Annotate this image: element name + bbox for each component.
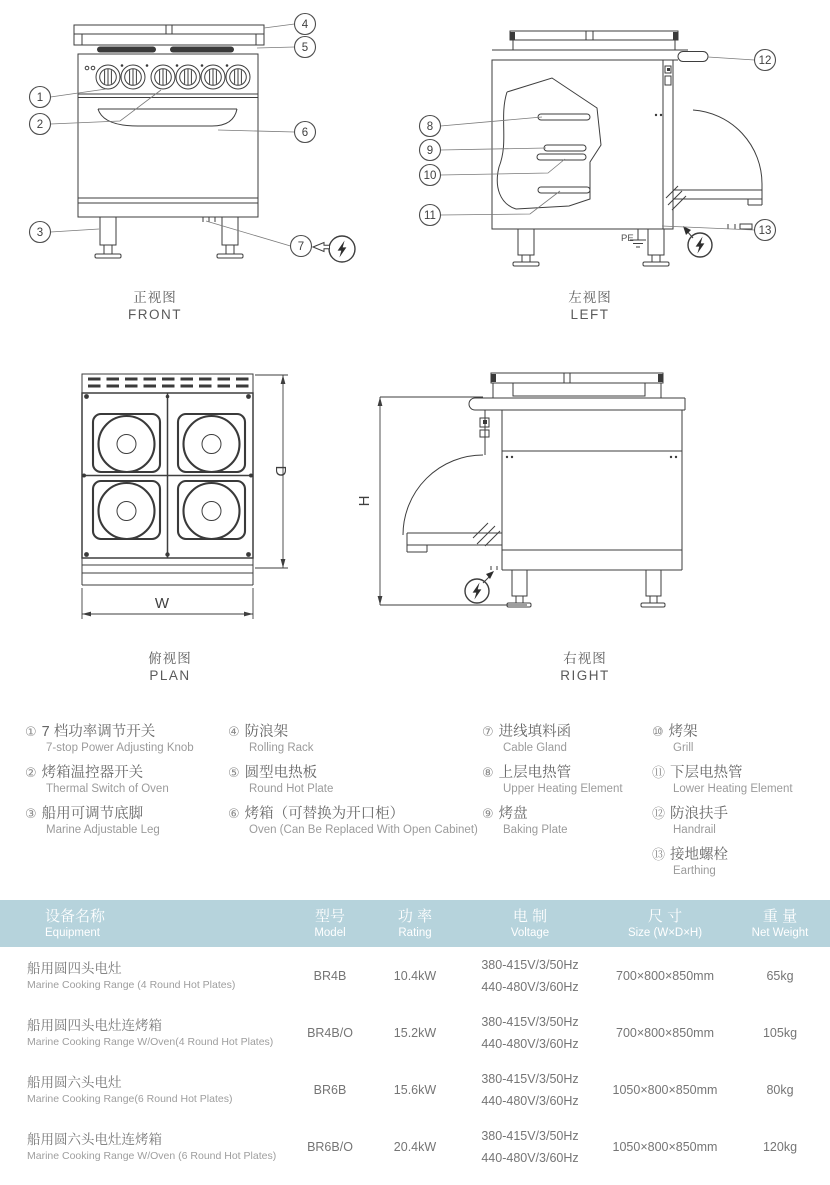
callout-1 bbox=[30, 87, 51, 108]
callout-8 bbox=[420, 116, 441, 137]
cell-size: 700×800×850mm bbox=[616, 1025, 714, 1040]
legend-zh: 烤箱温控器开关 bbox=[41, 765, 144, 781]
legend-zh: 接地螺栓 bbox=[670, 847, 729, 863]
legend-num: ⑥ bbox=[228, 806, 240, 821]
legend-item-3 bbox=[25, 802, 194, 836]
legend-num: ⑤ bbox=[228, 765, 240, 780]
legend-zh: 进线填料函 bbox=[498, 724, 572, 740]
legend-zh: 烤架 bbox=[668, 724, 698, 740]
legend-item-9 bbox=[482, 802, 623, 836]
power-inlet-icon bbox=[313, 236, 355, 262]
legend-zh: 下层电热管 bbox=[670, 765, 743, 781]
left-view-drawing bbox=[410, 2, 830, 272]
header-model-zh: 型号 bbox=[314, 907, 345, 925]
oven-cutaway bbox=[497, 78, 601, 209]
svg-text:D: D bbox=[272, 465, 289, 477]
left-view-label-en: LEFT bbox=[570, 307, 610, 322]
legend-num: ③ bbox=[25, 806, 37, 821]
legend-column-3 bbox=[482, 720, 623, 843]
right-view-label bbox=[510, 650, 660, 684]
height-dimension bbox=[356, 397, 527, 605]
cable-gland-marks bbox=[203, 217, 215, 222]
cell-rating: 15.2kW bbox=[393, 1025, 437, 1040]
header-model bbox=[290, 907, 370, 941]
equipment-en: Marine Cooking Range (4 Round Hot Plates) bbox=[27, 978, 236, 991]
legend-num: ⑩ bbox=[652, 724, 664, 739]
header-equipment bbox=[0, 907, 290, 941]
legend-en: Rolling Rack bbox=[249, 742, 314, 754]
legend-num: ⑨ bbox=[482, 806, 494, 821]
equipment-en: Marine Cooking Range W/Oven(4 Round Hot Plates) bbox=[27, 1035, 274, 1048]
header-size-zh: 尺 寸 bbox=[647, 907, 683, 925]
cell-voltage bbox=[460, 1011, 600, 1055]
legend-num: ⑧ bbox=[482, 765, 494, 780]
legend-column-4 bbox=[652, 720, 793, 884]
vent-grille bbox=[82, 374, 253, 393]
legend-item-8 bbox=[482, 761, 623, 795]
plan-view-label-zh: 俯视图 bbox=[148, 651, 192, 666]
legend-en: Upper Heating Element bbox=[503, 783, 623, 795]
legend-num: ⑫ bbox=[652, 806, 666, 821]
voltage-line-2: 440-480V/3/60Hz bbox=[481, 1150, 579, 1165]
right-view-label-zh: 右视图 bbox=[563, 651, 607, 666]
legend-zh: 圆型电热板 bbox=[244, 765, 318, 781]
legend-item-12 bbox=[652, 802, 793, 836]
right-view-label-en: RIGHT bbox=[560, 668, 610, 683]
open-oven-door bbox=[403, 410, 502, 552]
legend-en: 7-stop Power Adjusting Knob bbox=[46, 742, 194, 754]
cell-equipment bbox=[0, 1074, 290, 1106]
callout-9 bbox=[420, 140, 441, 161]
cell-weight: 105kg bbox=[762, 1025, 798, 1040]
legend-column-1 bbox=[25, 720, 194, 843]
hot-plates-plan bbox=[93, 414, 245, 539]
legend-en: Oven (Can Be Replaced With Open Cabinet) bbox=[249, 824, 478, 836]
cell-weight: 120kg bbox=[762, 1139, 798, 1154]
cell-equipment bbox=[0, 1131, 290, 1163]
cable-gland-right bbox=[491, 566, 497, 570]
legend-en: Grill bbox=[673, 742, 694, 754]
callout-13 bbox=[755, 220, 776, 241]
rolling-rack-right bbox=[491, 373, 663, 398]
voltage-line-2: 440-480V/3/60Hz bbox=[481, 979, 579, 994]
cell-voltage bbox=[460, 954, 600, 998]
legend-en: Marine Adjustable Leg bbox=[46, 824, 160, 836]
callout-10 bbox=[420, 165, 441, 186]
plan-view-drawing bbox=[50, 358, 330, 658]
voltage-line-1: 380-415V/3/50Hz bbox=[481, 1071, 579, 1086]
callout-11 bbox=[420, 205, 441, 226]
svg-text:5: 5 bbox=[301, 42, 309, 54]
legend-en: Round Hot Plate bbox=[249, 783, 334, 795]
spec-table bbox=[0, 900, 830, 1175]
legend-item-5 bbox=[228, 761, 478, 795]
front-view-label-en: FRONT bbox=[128, 307, 182, 322]
header-voltage-en: Voltage bbox=[510, 926, 550, 939]
svg-text:12: 12 bbox=[758, 55, 772, 67]
depth-dimension bbox=[255, 375, 289, 568]
header-equipment-zh: 设备名称 bbox=[45, 907, 106, 925]
indicator-lights bbox=[85, 66, 95, 70]
legend-en: Earthing bbox=[673, 865, 716, 877]
legend-item-7 bbox=[482, 720, 623, 754]
cell-size: 1050×800×850mm bbox=[612, 1139, 718, 1154]
header-weight-zh: 重 量 bbox=[762, 907, 798, 925]
front-view-label bbox=[80, 289, 230, 323]
legend-item-4 bbox=[228, 720, 478, 754]
header-voltage-zh: 电 制 bbox=[512, 907, 548, 925]
cell-rating: 10.4kW bbox=[393, 968, 437, 983]
header-voltage bbox=[460, 907, 600, 941]
legend-zh: 烤盘 bbox=[498, 806, 528, 822]
hot-plate-strip bbox=[82, 45, 256, 53]
voltage-line-2: 440-480V/3/60Hz bbox=[481, 1093, 579, 1108]
svg-text:3: 3 bbox=[36, 227, 44, 239]
svg-text:2: 2 bbox=[36, 119, 44, 131]
callout-3 bbox=[30, 222, 51, 243]
svg-text:4: 4 bbox=[301, 19, 309, 31]
table-row bbox=[0, 1118, 830, 1175]
equipment-en: Marine Cooking Range(6 Round Hot Plates) bbox=[27, 1092, 233, 1105]
open-door-side bbox=[666, 110, 762, 210]
equipment-zh: 船用圆六头电灶 bbox=[27, 1074, 122, 1090]
legend-item-1 bbox=[25, 720, 194, 754]
legend-zh: 烤箱（可替换为开口柜） bbox=[244, 806, 405, 822]
callout-12 bbox=[755, 50, 776, 71]
equipment-zh: 船用圆四头电灶连烤箱 bbox=[27, 1017, 162, 1033]
cell-equipment bbox=[0, 1017, 290, 1049]
front-edge-bands bbox=[82, 558, 253, 585]
callout-2 bbox=[30, 114, 51, 135]
voltage-line-2: 440-480V/3/60Hz bbox=[481, 1036, 579, 1051]
leader-lines bbox=[441, 57, 755, 230]
legend-item-10 bbox=[652, 720, 793, 754]
equipment-zh: 船用圆四头电灶 bbox=[27, 960, 122, 976]
equipment-zh: 船用圆六头电灶连烤箱 bbox=[27, 1131, 162, 1147]
adjustable-legs bbox=[95, 217, 243, 258]
svg-text:10: 10 bbox=[423, 170, 437, 182]
svg-text:9: 9 bbox=[426, 145, 434, 157]
legend-num: ⑬ bbox=[652, 847, 666, 862]
header-size bbox=[600, 907, 730, 941]
legend-zh: 防浪扶手 bbox=[670, 806, 729, 822]
power-inlet-icon bbox=[465, 571, 494, 603]
svg-text:H: H bbox=[356, 495, 373, 507]
cell-voltage bbox=[460, 1125, 600, 1169]
worktop-right bbox=[469, 398, 685, 410]
legend-item-6 bbox=[228, 802, 478, 836]
legend-column-2 bbox=[228, 720, 478, 843]
header-rating-zh: 功 率 bbox=[397, 907, 433, 925]
power-inlet-icon bbox=[683, 226, 712, 257]
legend-num: ⑪ bbox=[652, 765, 666, 780]
legend-item-13 bbox=[652, 843, 793, 877]
rolling-rack bbox=[74, 25, 264, 45]
svg-text:W: W bbox=[154, 595, 170, 612]
rolling-rack-side bbox=[510, 31, 678, 50]
cell-weight: 80kg bbox=[766, 1082, 794, 1097]
cell-voltage bbox=[460, 1068, 600, 1112]
legend-num: ② bbox=[25, 765, 37, 780]
legend-en: Baking Plate bbox=[503, 824, 568, 836]
left-view-label-zh: 左视图 bbox=[568, 290, 612, 305]
cell-size: 700×800×850mm bbox=[616, 968, 714, 983]
cell-model: BR4B/O bbox=[307, 1025, 353, 1040]
cell-model: BR6B bbox=[313, 1082, 347, 1097]
voltage-line-1: 380-415V/3/50Hz bbox=[481, 1014, 579, 1029]
voltage-line-1: 380-415V/3/50Hz bbox=[481, 1128, 579, 1143]
adjustable-legs-side bbox=[513, 229, 669, 266]
svg-text:7: 7 bbox=[297, 241, 305, 253]
header-size-en: Size (W×D×H) bbox=[627, 926, 703, 939]
front-view-drawing bbox=[20, 2, 370, 272]
legend-zh: 防浪架 bbox=[244, 724, 289, 740]
callout-4 bbox=[295, 14, 316, 35]
header-rating-en: Rating bbox=[398, 926, 432, 939]
cell-size: 1050×800×850mm bbox=[612, 1082, 718, 1097]
right-view-drawing bbox=[355, 358, 700, 658]
legend-en: Lower Heating Element bbox=[673, 783, 793, 795]
legend-en: Thermal Switch of Oven bbox=[46, 783, 169, 795]
spec-table-header bbox=[0, 900, 830, 947]
legend-zh: 船用可调节底脚 bbox=[41, 806, 144, 822]
table-row bbox=[0, 1061, 830, 1118]
header-rating bbox=[370, 907, 460, 941]
legend-item-2 bbox=[25, 761, 194, 795]
callout-7 bbox=[291, 236, 312, 257]
legend-num: ⑦ bbox=[482, 724, 494, 739]
header-model-en: Model bbox=[314, 926, 346, 939]
callout-6 bbox=[295, 122, 316, 143]
svg-text:13: 13 bbox=[758, 225, 772, 237]
left-view-label bbox=[515, 289, 665, 323]
cell-model: BR6B/O bbox=[307, 1139, 353, 1154]
svg-text:8: 8 bbox=[426, 121, 434, 133]
svg-text:PE: PE bbox=[621, 233, 634, 244]
legend-num: ④ bbox=[228, 724, 240, 739]
legend-zh: 上层电热管 bbox=[498, 765, 572, 781]
control-knobs bbox=[96, 64, 250, 89]
width-dimension bbox=[82, 588, 253, 619]
adjustable-legs-right bbox=[507, 570, 665, 607]
legend-en: Cable Gland bbox=[503, 742, 567, 754]
cell-equipment bbox=[0, 960, 290, 992]
legend-num: ① bbox=[25, 724, 37, 739]
table-row bbox=[0, 947, 830, 1004]
table-row bbox=[0, 1004, 830, 1061]
front-view-label-zh: 正视图 bbox=[133, 290, 177, 305]
pe-ground-symbol bbox=[621, 229, 646, 247]
voltage-line-1: 380-415V/3/50Hz bbox=[481, 957, 579, 972]
legend-item-11 bbox=[652, 761, 793, 795]
legend-en: Handrail bbox=[673, 824, 716, 836]
oven-door-handle bbox=[98, 109, 237, 126]
svg-text:6: 6 bbox=[301, 127, 309, 139]
cell-rating: 20.4kW bbox=[393, 1139, 437, 1154]
header-equipment-en: Equipment bbox=[45, 926, 100, 939]
equipment-en: Marine Cooking Range W/Oven (6 Round Hot Plates) bbox=[27, 1149, 277, 1162]
legend-zh: 7 档功率调节开关 bbox=[41, 724, 156, 740]
cell-weight: 65kg bbox=[766, 968, 794, 983]
cell-model: BR4B bbox=[313, 968, 347, 983]
cell-rating: 15.6kW bbox=[393, 1082, 437, 1097]
cable-gland-side bbox=[728, 224, 752, 229]
svg-text:11: 11 bbox=[424, 210, 436, 222]
plan-view-label bbox=[95, 650, 245, 684]
svg-text:1: 1 bbox=[36, 92, 44, 104]
callout-5 bbox=[295, 37, 316, 58]
header-weight bbox=[730, 907, 830, 941]
plan-view-label-en: PLAN bbox=[149, 668, 191, 683]
header-weight-en: Net Weight bbox=[751, 926, 809, 939]
body-right bbox=[502, 410, 682, 570]
